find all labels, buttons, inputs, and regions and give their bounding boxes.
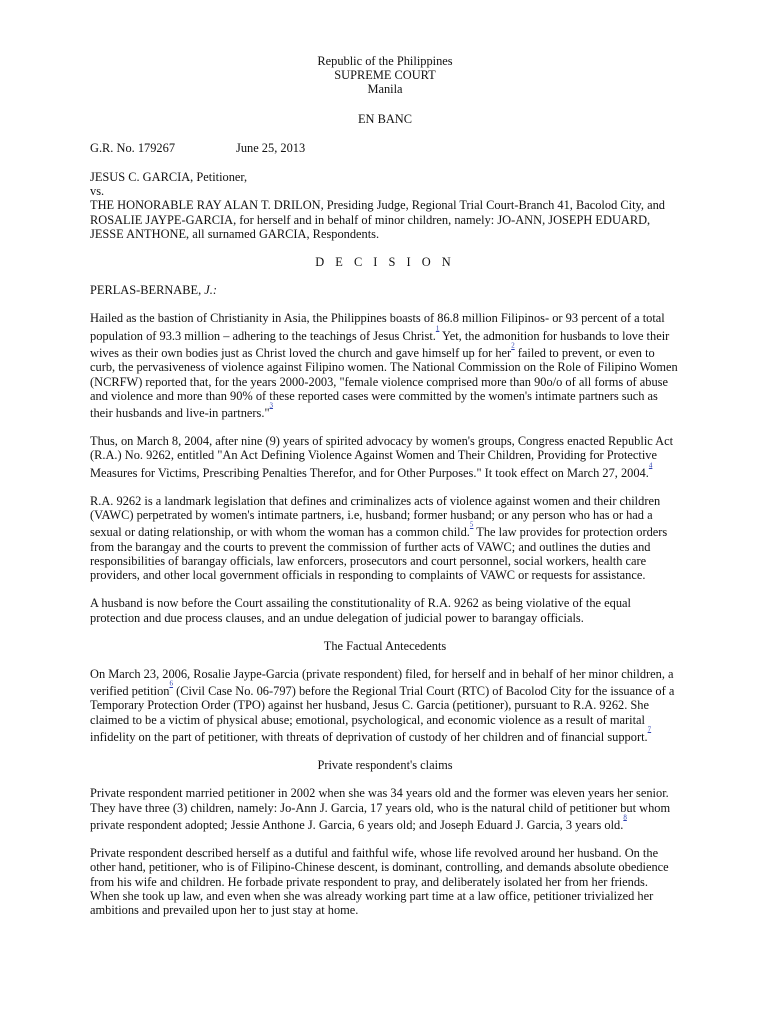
paragraph-7: Private respondent described herself as a dutiful and faithful wife, whose life revolved around her husband. On the other hand, petitioner, who is of Filipino-Chinese descent, is dominant, controlling, and demands absolute obedience from his wife and children. He forbade private respondent to pray, and deliberately isolated her from her friends. When she took up law, and even when she was already working part time at a law office, petitioner trivialized her ambitions and prevailed upon her to just stay at home. — [90, 846, 669, 917]
decision-date: June 25, 2013 — [236, 140, 306, 155]
versus-line: vs. — [90, 184, 105, 199]
paragraph-text: On March 23, 2006, Rosalie Jaype-Garcia (private respondent) filed, for herself and in behalf of her minor children, a verified petition — [90, 666, 674, 699]
paragraph-text: Yet, the admonition for husbands to love their wives as their own bodies just as Christ loved the church and gave himself up for her — [90, 328, 670, 361]
ponente-suffix: J.: — [204, 283, 218, 298]
section-heading-factual-antecedents: The Factual Antecedents — [323, 638, 447, 653]
paragraph-text: Thus, on March 8, 2004, after nine (9) years of spirited advocacy by women's groups, Congress enacted Republic Act (R.A.) No. 9262, entitled "An Act Defining Violence Against Women and Their Children, Providing for Protective Measures for Victims, Prescribing Penalties Therefor, and for Other Purposes." It took effect on March 27, 2004. — [90, 434, 674, 480]
footnote-link-4[interactable]: 4 — [648, 461, 653, 470]
ponente-line — [90, 283, 680, 297]
paragraph-3 — [90, 494, 680, 582]
respondents-line: THE HONORABLE RAY ALAN T. DRILON, Presiding Judge, Regional Trial Court-Branch 41, Bacolod City, and ROSALIE JAYPE-GARCIA, for herself and in behalf of minor children, namely: JO-ANN, JOSEPH EDUARD, JESSE ANTHONE, all surnamed GARCIA, Respondents. — [90, 198, 665, 241]
gr-number: G.R. No. 179267 — [90, 140, 176, 155]
header-court: SUPREME COURT — [334, 68, 436, 83]
paragraph-text: Hailed as the bastion of Christianity in Asia, the Philippines boasts of 86.8 million Filipinos- or 93 percent of a total population of 93.3 million – adhering to the teachings of Jesus Christ. — [90, 311, 665, 343]
footnote-link-8[interactable]: 8 — [623, 813, 627, 822]
section-heading-respondent-claims: Private respondent's claims — [317, 758, 453, 773]
case-number-row — [90, 141, 680, 155]
paragraph-1 — [90, 311, 680, 420]
paragraph-text: Private respondent married petitioner in 2002 when she was 34 years old and the former was eleven years her senior. They have three (3) children, namely: Jo-Ann J. Garcia, 17 years old, who is the natural child of petitioner but whom private respondent adopted; Jessie Anthone J. Garcia, 6 years old; and Joseph Eduard J. Garcia, 3 years old. — [90, 786, 671, 832]
paragraph-4: A husband is now before the Court assailing the constitutionality of R.A. 9262 as being violative of the equal protection and due process clauses, and an undue delegation of judicial power to barangay officials. — [90, 596, 631, 625]
footnote-link-6[interactable]: 6 — [169, 679, 173, 688]
paragraph-text: failed to prevent, or even to curb, the pervasiveness of violence against Filipino women. The National Commission on the Role of Filipino Women (NCRFW) reported that, for the years 2000-2003, "female violence comprised more than 90o/o of all forms of abuse and violence and more than 90% of these reported cases were committed by the women's intimate partners such as their husbands and live-in partners." — [90, 346, 678, 421]
decision-document — [90, 54, 680, 917]
en-banc-label: EN BANC — [357, 111, 413, 126]
header-city: Manila — [367, 82, 403, 97]
petitioner-line: JESUS C. GARCIA, Petitioner, — [90, 170, 248, 185]
paragraph-2 — [90, 434, 680, 480]
footnote-link-5[interactable]: 5 — [469, 520, 474, 529]
footnote-link-1[interactable]: 1 — [435, 324, 440, 333]
footnote-link-2[interactable]: 2 — [511, 341, 515, 350]
paragraph-6 — [90, 786, 680, 832]
paragraph-text: R.A. 9262 is a landmark legislation that defines and criminalizes acts of violence against women and their children (VAWC) perpetrated by women's intimate partners, i.e, husband; former husband; or any person who has or had a sexual or dating relationship, or with whom the woman has a common child. — [90, 493, 661, 540]
ponente-name: PERLAS-BERNABE, — [90, 283, 202, 298]
decision-title: D E C I S I O N — [315, 255, 455, 270]
header-republic: Republic of the Philippines — [317, 54, 453, 68]
footnote-link-7[interactable]: 7 — [647, 725, 652, 734]
paragraph-5 — [90, 667, 680, 744]
paragraph-text: (Civil Case No. 06-797) before the Regional Trial Court (RTC) of Bacolod City for the issuance of a Temporary Protection Order (TPO) against her husband, Jesus C. Garcia (petitioner), pursuant to R.A. 9262. She claimed to be a victim of physical abuse; emotional, psychological, and economic violence as a result of marital infidelity on the part of petitioner, with threats of deprivation of custody of her children and of financial support. — [90, 684, 675, 744]
paragraph-text: The law provides for protection orders from the barangay and the courts to prevent the commission of further acts of VAWC; and outlines the duties and responsibilities of barangay officials, law enforcers, prosecutors and court personnel, social workers, health care providers, and other local government officials in responding to complaints of VAWC or requests for assistance. — [90, 525, 668, 583]
footnote-link-3[interactable]: 3 — [269, 401, 274, 410]
